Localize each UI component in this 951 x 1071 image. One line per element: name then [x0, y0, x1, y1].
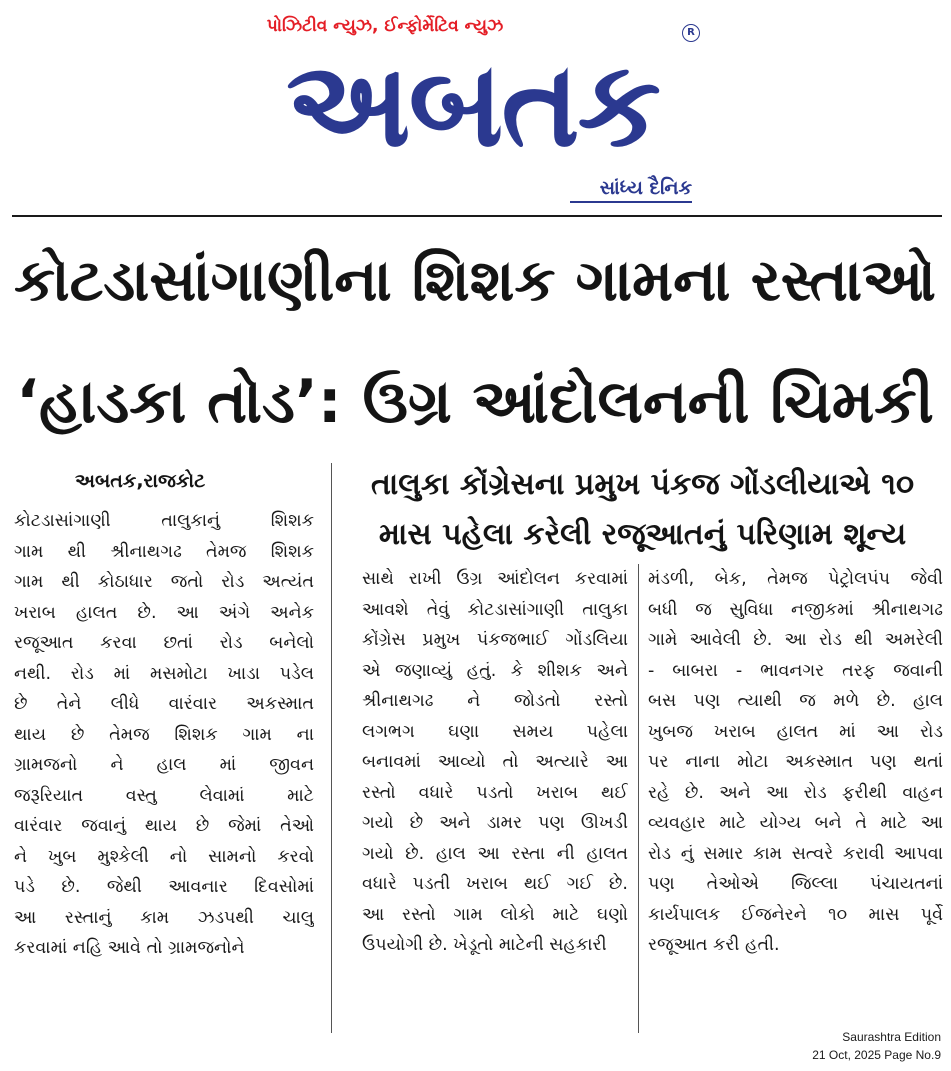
article-line: બસ પણ ત્યાથી જ મળે છે. હાલ: [648, 691, 943, 711]
article-line: વધારે પડતી ખરાબ થઈ ગઈ છે.: [362, 874, 628, 894]
article-column-3: [648, 564, 943, 961]
headline-line-2: ‘હાડકા તોડ’: ઉગ્ર આંદોલનની ચિમકી: [16, 367, 934, 437]
article-column-1: [14, 506, 314, 964]
article-line: છે તેને લીધે વારંવાર અકસ્માત: [14, 694, 314, 714]
article-line: પણ તેઓએ જિલ્લા પંચાયતનાં: [648, 874, 943, 894]
article-line: ખુબજ ખરાબ હાલત માં આ રોડ: [648, 721, 943, 742]
article-line: વ્યવહાર માટે યોગ્ય બને તે માટે આ: [648, 813, 943, 833]
article-line: રહે છે. અને આ રોડ ફરીથી વાહન: [648, 782, 943, 803]
article-line: આ રસ્તો ગામ લોકો માટે ઘણો: [362, 904, 628, 925]
article-line: ગામે આવેલી છે. આ રોડ થી અમરેલી: [648, 630, 943, 650]
edition-info: [740, 1028, 941, 1068]
article-line: કાર્યપાલક ઈજનેરને ૧૦ માસ પૂર્વે: [648, 904, 943, 925]
column-divider: [331, 463, 332, 1033]
subtagline-underline: [570, 201, 692, 203]
article-column-2: [362, 564, 628, 961]
article-line: એ જણાવ્યું હતું. કે શીશક અને: [362, 660, 628, 681]
article-line: ગયો છે અને ડામર પણ ઊખડી: [362, 813, 628, 833]
deck-line-1: તાલુકા કોંગ્રેસના પ્રમુખ પંકજ ગોંડલીયાએ ૧૦: [370, 467, 915, 502]
article-line: સાથે રાખી ઉગ્ર આંદોલન કરવામાં: [362, 569, 628, 589]
article-line: ગામ થી શ્રીનાથગઢ તેમજ શિશક: [14, 541, 314, 562]
article-line: ગામ થી કોઠાધાર જતો રોડ અત્યંત: [14, 572, 314, 592]
article-line: કરવામાં નહિ આવે તો ગ્રામજનોને: [14, 938, 245, 958]
article-line: બધી જ સુવિધા નજીકમાં શ્રીનાથગઢ: [648, 599, 943, 620]
article-line: બનાવમાં આવ્યો તો અત્યારે આ: [362, 752, 628, 772]
article-line: વારંવાર જવાનું થાય છે જેમાં તેઓ: [14, 816, 314, 836]
registered-mark-icon: R: [682, 24, 700, 42]
article-line: શ્રીનાથગઢ ને જોડતો રસ્તો: [362, 691, 628, 711]
edition-name: Saurashtra Edition: [842, 1030, 941, 1044]
article-line: રજૂઆત કરી હતી.: [648, 935, 780, 955]
article-line: ઉપયોગી છે. ખેડૂતો માટેની સહકારી: [362, 935, 607, 955]
deck-line-2: માસ પહેલા કરેલી રજૂઆતનું પરિણામ શૂન્ય: [378, 517, 907, 552]
article-line: ગયો છે. હાલ આ રસ્તા ની હાલત: [362, 843, 628, 864]
article-line: પર નાના મોટા અકસ્માત પણ થતાં: [648, 752, 943, 772]
masthead-tagline: પોઝિટીવ ન્યુઝ, ઈન્ફોર્મેટિવ ન્યુઝ: [266, 16, 504, 36]
article-line: રજૂઆત કરવા છતાં રોડ બનેલો: [14, 633, 314, 653]
article-line: થાય છે તેમજ શિશક ગામ ના: [14, 724, 314, 745]
article-line: મંડળી, બેક, તેમજ પેટ્રોલપંપ જેવી: [648, 569, 943, 589]
article-line: જરૂરિયાત વસ્તુ લેવામાં માટે: [14, 785, 314, 806]
edition-date-page: 21 Oct, 2025 Page No.9: [812, 1048, 941, 1062]
article-line: રોડ નું સમાર કામ સત્વરે કરાવી આપવા: [648, 843, 943, 864]
article-line: કોંગ્રેસ પ્રમુખ પંકજભાઈ ગોંડલિયા: [362, 630, 628, 650]
article-line: ને ખુબ મુશ્કેલી નો સામનો કરવો: [14, 846, 314, 867]
headline-line-1: કોટડાસાંગાણીના શિશક ગામના રસ્તાઓ: [14, 246, 936, 314]
article-line: લગભગ ઘણા સમય પહેલા: [362, 721, 628, 742]
masthead-subtagline: સાંધ્ય દૈનિક: [599, 177, 692, 199]
article-line: આ રસ્તાનું કામ ઝડપથી ચાલુ: [14, 907, 314, 928]
masthead-divider: [12, 215, 942, 217]
article-line: રસ્તો વધારે પડતો ખરાબ થઈ: [362, 782, 628, 803]
article-line: કોટડાસાંગાણી તાલુકાનું શિશક: [14, 511, 314, 531]
article-line: આવશે તેવું કોટડાસાંગાણી તાલુકા: [362, 599, 628, 620]
article-line: - બાબરા - ભાવનગર તરફ જવાની: [648, 660, 943, 681]
masthead: [0, 0, 951, 215]
article-line: ખરાબ હાલત છે. આ અંગે અનેક: [14, 602, 314, 623]
article-line: ગ્રામજનો ને હાલ માં જીવન: [14, 755, 314, 775]
abtak-logo: અબતક: [286, 35, 659, 173]
dateline: અબતક,રાજકોટ: [75, 470, 206, 492]
column-divider: [638, 564, 639, 1033]
article-line: પડે છે. જેથી આવનાર દિવસોમાં: [14, 877, 314, 897]
article-line: નથી. રોડ માં મસમોટા ખાડા પડેલ: [14, 663, 314, 684]
